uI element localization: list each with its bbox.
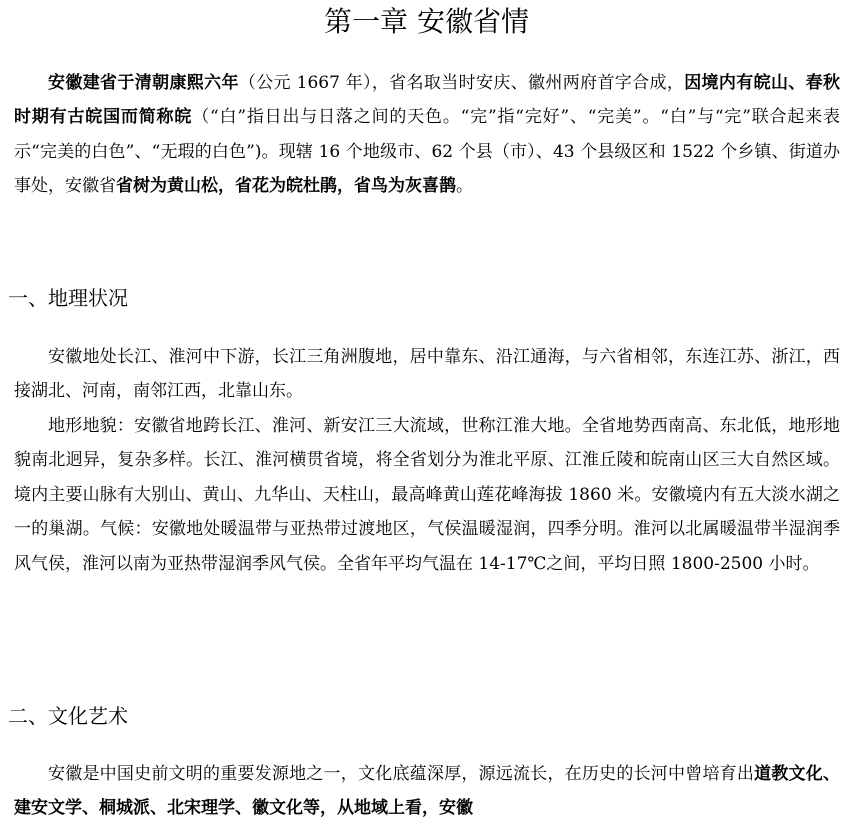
intro-bold-symbols: 省树为黄山松，省花为皖杜鹃，省鸟为灰喜鹊 (116, 176, 456, 197)
geography-terrain-paragraph: 地形地貌：安徽省地跨长江、淮河、新安江三大流域，世称江淮大地。全省地势西南高、东北低，地形地貌南北迥异，复杂多样。长江、淮河横贯省境，将全省划分为淮北平原、江淮丘陵和皖南山区三大自然区域。境内主要山脉有大别山、黄山、九华山、天柱山，最高峰黄山莲花峰海拔 1860 米。安徽境内有五大淡水湖之一的巢湖。气候：安徽地处暖温带与亚热带过渡地区，气侯温暖湿润，四季分明。淮河以北属暖温带半湿润季风气侯，淮河以南为亚热带湿润季风气侯。全省年平均气温在 14-17℃之间，平均日照 1800-2500 小时。 (14, 416, 840, 574)
section-heading-culture: 二、文化艺术 (8, 704, 128, 728)
section-heading-geography: 一、地理状况 (8, 286, 128, 310)
chapter-title: 第一章 安徽省情 (324, 5, 529, 38)
intro-bold-founding: 安徽建省于清朝康熙六年 (48, 73, 239, 93)
intro-text-name-origin: （公元 1667 年），省名取当时安庆、徽州两府首字合成， (238, 73, 685, 93)
culture-bold-traditions: 道教文化、建安文学、桐城派、北宋理学、徽文化等，从地域上看，安徽 (14, 764, 840, 819)
intro-bold-abbreviation: 因境内有皖山、春秋时期有古皖国而简称皖 (14, 73, 841, 128)
intro-text-end: 。 (456, 176, 473, 197)
geography-location-paragraph: 安徽地处长江、淮河中下游，长江三角洲腹地，居中靠东、沿江通海，与六省相邻，东连江苏、浙江，西接湖北、河南，南邻江西，北靠山东。 (14, 347, 840, 402)
culture-paragraph (14, 757, 840, 826)
intro-text-details: （“白”指日出与日落之间的天色。“完”指“完好”、“完美”。“白”与“完”联合起来表示“完美的白色”、“无瑕的白色”)。现辖 16 个地级市、62 个县（市）、43 个县级区和 1522 个乡镇、街道办事处，安徽省 (14, 107, 841, 197)
intro-paragraph (14, 66, 840, 204)
culture-text: 安徽是中国史前文明的重要发源地之一，文化底蕴深厚，源远流长，在历史的长河中曾培育出 (48, 764, 755, 784)
